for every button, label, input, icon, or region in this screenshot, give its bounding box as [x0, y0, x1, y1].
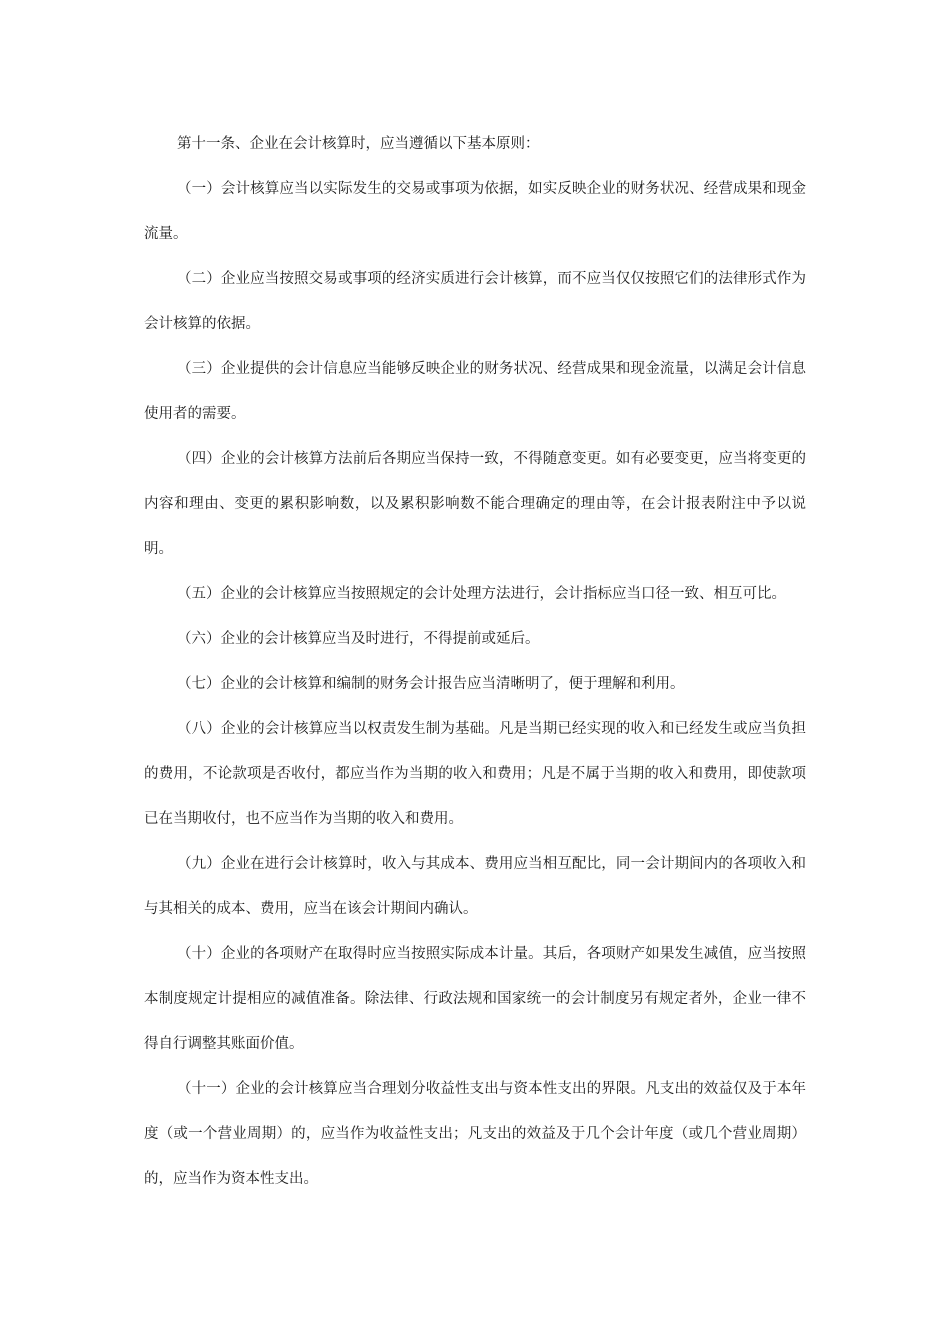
document-body	[144, 122, 806, 1202]
principle-6: （六）企业的会计核算应当及时进行，不得提前或延后。	[177, 631, 540, 647]
principle-5: （五）企业的会计核算应当按照规定的会计处理方法进行，会计指标应当口径一致、相互可比。	[177, 586, 786, 602]
article-heading: 第十一条、企业在会计核算时，应当遵循以下基本原则：	[177, 136, 540, 152]
principle-8: （八）企业的会计核算应当以权责发生制为基础。凡是当期已经实现的收入和已经发生或应当负担的费用，不论款项是否收付，都应当作为当期的收入和费用；凡是不属于当期的收入和费用，即使款项已在当期收付，也不应当作为当期的收入和费用。	[144, 721, 806, 827]
principle-3: （三）企业提供的会计信息应当能够反映企业的财务状况、经营成果和现金流量，以满足会计信息使用者的需要。	[144, 361, 806, 422]
principle-9: （九）企业在进行会计核算时，收入与其成本、费用应当相互配比，同一会计期间内的各项收入和与其相关的成本、费用，应当在该会计期间内确认。	[144, 856, 806, 917]
principle-1: （一）会计核算应当以实际发生的交易或事项为依据，如实反映企业的财务状况、经营成果和现金流量。	[144, 181, 806, 242]
principle-11: （十一）企业的会计核算应当合理划分收益性支出与资本性支出的界限。凡支出的效益仅及于本年度（或一个营业周期）的，应当作为收益性支出；凡支出的效益及于几个会计年度（或几个营业周期）的，应当作为资本性支出。	[144, 1081, 806, 1187]
principle-4: （四）企业的会计核算方法前后各期应当保持一致，不得随意变更。如有必要变更，应当将变更的内容和理由、变更的累积影响数，以及累积影响数不能合理确定的理由等，在会计报表附注中予以说明。	[144, 451, 806, 557]
principle-10: （十）企业的各项财产在取得时应当按照实际成本计量。其后，各项财产如果发生减值，应当按照本制度规定计提相应的减值准备。除法律、行政法规和国家统一的会计制度另有规定者外，企业一律不得自行调整其账面价值。	[144, 946, 806, 1052]
principle-7: （七）企业的会计核算和编制的财务会计报告应当清晰明了，便于理解和利用。	[177, 676, 685, 692]
principle-2: （二）企业应当按照交易或事项的经济实质进行会计核算，而不应当仅仅按照它们的法律形式作为会计核算的依据。	[144, 271, 806, 332]
